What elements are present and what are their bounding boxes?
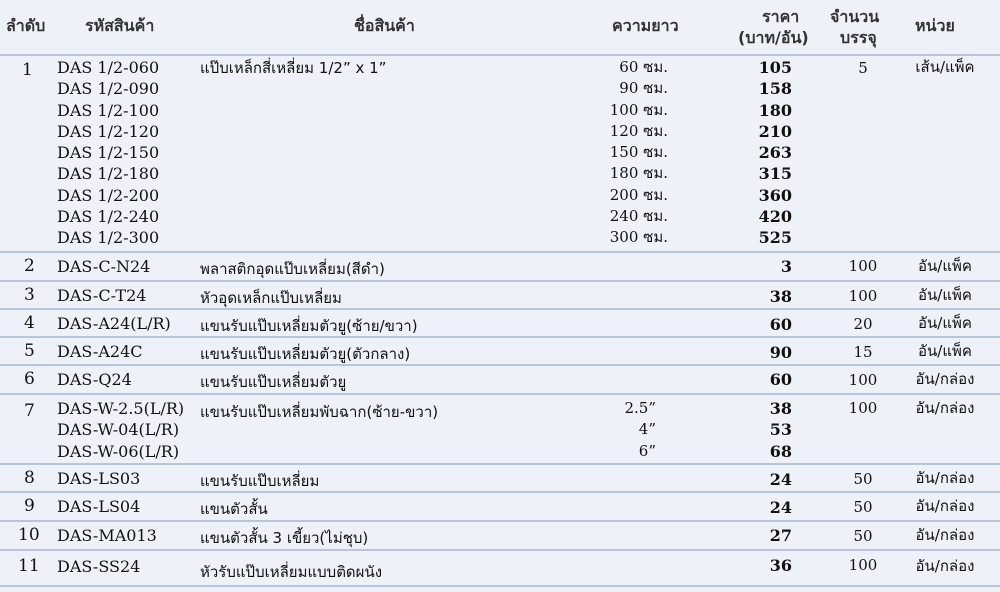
product-name: พลาสติกอุดแป๊บเหลี่ยม(สีดำ) [200, 260, 385, 278]
length-value: 6” [638, 441, 656, 460]
table-header [0, 0, 1000, 54]
pack-quantity: 50 [853, 527, 873, 545]
price-value: 525 [758, 228, 792, 248]
pack-quantity: 100 [848, 257, 878, 275]
item-number: 8 [24, 468, 35, 488]
price-value: 24 [769, 498, 792, 517]
header-unit: หน่วย [915, 16, 955, 35]
row-divider [0, 520, 1000, 522]
item-number: 11 [18, 556, 40, 576]
length-value: 300 ซม. [609, 228, 668, 247]
item-number: 5 [24, 341, 35, 361]
header-price-line2: (บาท/อัน) [738, 28, 809, 47]
product-name: แขนรับแป๊บเหลี่ยม [200, 472, 320, 490]
item-number: 2 [24, 256, 35, 276]
price-value: 180 [758, 100, 792, 120]
product-code: DAS 1/2-300 [57, 228, 160, 248]
pack-quantity: 50 [853, 498, 873, 516]
header-pack-line1: จำนวน [830, 7, 880, 26]
product-name: หัวรับแป๊บเหลี่ยมแบบติดผนัง [200, 563, 383, 581]
row-divider [0, 585, 1000, 587]
pack-quantity: 20 [853, 315, 873, 333]
header-length: ความยาว [612, 16, 679, 35]
length-value: 120 ซม. [609, 121, 668, 140]
product-name: แขนรับแป๊บเหลี่ยมตัวยู(ซ้าย/ขวา) [200, 317, 418, 335]
unit-label: อัน/แพ็ค [918, 314, 972, 332]
length-list [600, 57, 668, 249]
price-value: 420 [758, 207, 792, 227]
unit-label: อัน/กล่อง [915, 469, 975, 487]
item-number: 9 [24, 496, 35, 516]
product-name: แขนตัวสั้น [200, 500, 268, 518]
unit-label: เส้น/แพ็ค [915, 58, 975, 76]
product-name: หัวอุดเหล็กแป๊บเหลี่ยม [200, 289, 342, 307]
pack-quantity: 100 [848, 399, 878, 417]
price-list [730, 398, 792, 462]
row-divider [0, 491, 1000, 493]
row-divider [0, 54, 1000, 56]
header-pack-line2: บรรจุ [840, 28, 877, 47]
price-list [730, 57, 792, 249]
product-code: DAS 1/2-120 [57, 121, 160, 141]
pack-quantity: 50 [853, 470, 873, 488]
length-list [600, 398, 656, 462]
price-value: 53 [769, 420, 792, 440]
unit-label: อัน/แพ็ค [918, 342, 972, 360]
item-number: 4 [24, 313, 35, 333]
price-value: 105 [758, 58, 792, 77]
product-code: DAS-C-N24 [57, 257, 151, 276]
row-divider [0, 280, 1000, 282]
row-divider [0, 393, 1000, 395]
price-value: 60 [769, 315, 792, 334]
product-code: DAS-Q24 [57, 370, 132, 389]
pack-quantity: 5 [858, 59, 868, 77]
item-number: 7 [24, 401, 35, 421]
price-value: 38 [769, 399, 792, 418]
pack-quantity: 100 [848, 556, 878, 574]
product-name: แขนตัวสั้น 3 เขี้ยว(ไม่ชุบ) [200, 529, 369, 547]
length-value: 240 ซม. [609, 207, 668, 226]
row-divider [0, 549, 1000, 551]
price-value: 158 [758, 79, 792, 99]
product-code: DAS-LS03 [57, 469, 141, 488]
price-value: 3 [780, 257, 792, 276]
product-code: DAS 1/2-240 [57, 207, 160, 227]
product-code: DAS 1/2-200 [57, 185, 160, 205]
product-code: DAS 1/2-060 [57, 58, 160, 77]
row-divider [0, 251, 1000, 253]
unit-label: อัน/กล่อง [915, 526, 975, 544]
code-list [57, 57, 159, 249]
price-value: 60 [769, 370, 792, 389]
price-value: 38 [769, 287, 792, 306]
item-number: 1 [22, 60, 33, 80]
product-name: แป๊บเหล็กสี่เหลี่ยม 1/2” x 1” [200, 59, 387, 77]
length-value: 60 ซม. [619, 58, 668, 76]
price-value: 24 [769, 470, 792, 489]
header-price-line1: ราคา [762, 7, 800, 26]
price-value: 360 [758, 185, 792, 205]
product-code: DAS-W-04(L/R) [57, 420, 180, 440]
product-code: DAS-W-06(L/R) [57, 441, 180, 461]
product-code: DAS 1/2-150 [57, 143, 160, 163]
price-value: 27 [769, 526, 792, 545]
product-code: DAS-W-2.5(L/R) [57, 399, 185, 418]
length-value: 180 ซม. [609, 164, 668, 183]
row-divider [0, 364, 1000, 366]
header-no: ลำดับ [6, 16, 46, 35]
product-code: DAS 1/2-090 [57, 79, 160, 99]
row-divider [0, 336, 1000, 338]
length-value: 2.5” [624, 399, 656, 417]
product-code: DAS-A24C [57, 342, 143, 361]
row-divider [0, 308, 1000, 310]
product-code: DAS-MA013 [57, 526, 157, 545]
product-code: DAS-LS04 [57, 497, 141, 516]
price-value: 68 [769, 441, 792, 461]
length-value: 4” [638, 420, 656, 439]
pack-quantity: 15 [853, 343, 873, 361]
header-name: ชื่อสินค้า [354, 16, 415, 35]
price-value: 210 [758, 121, 792, 141]
product-code: DAS-A24(L/R) [57, 314, 171, 333]
price-value: 90 [769, 343, 792, 362]
unit-label: อัน/แพ็ค [918, 286, 972, 304]
row-divider [0, 463, 1000, 465]
unit-label: อัน/แพ็ค [918, 257, 972, 275]
product-code: DAS 1/2-100 [57, 100, 160, 120]
item-number: 6 [24, 369, 35, 389]
code-list [57, 398, 184, 462]
product-code: DAS-SS24 [57, 557, 141, 576]
length-value: 100 ซม. [609, 100, 668, 119]
product-name: แขนรับแป๊บเหลี่ยมตัวยู [200, 373, 347, 391]
pack-quantity: 100 [848, 371, 878, 389]
product-code: DAS-C-T24 [57, 286, 147, 305]
pack-quantity: 100 [848, 287, 878, 305]
item-number: 3 [24, 285, 35, 305]
length-value: 150 ซม. [609, 143, 668, 162]
price-value: 36 [769, 556, 792, 575]
unit-label: อัน/กล่อง [915, 399, 975, 417]
length-value: 90 ซม. [619, 79, 668, 98]
unit-label: อัน/กล่อง [915, 557, 975, 575]
length-value: 200 ซม. [609, 185, 668, 204]
price-value: 315 [758, 164, 792, 184]
price-value: 263 [758, 143, 792, 163]
unit-label: อัน/กล่อง [915, 370, 975, 388]
product-name: แขนรับแป๊บเหลี่ยมตัวยู(ตัวกลาง) [200, 345, 411, 363]
product-code: DAS 1/2-180 [57, 164, 160, 184]
header-code: รหัสสินค้า [85, 16, 155, 35]
item-number: 10 [18, 525, 40, 545]
product-name: แขนรับแป๊บเหลี่ยมพับฉาก(ซ้าย-ขวา) [200, 403, 439, 421]
unit-label: อัน/กล่อง [915, 497, 975, 515]
